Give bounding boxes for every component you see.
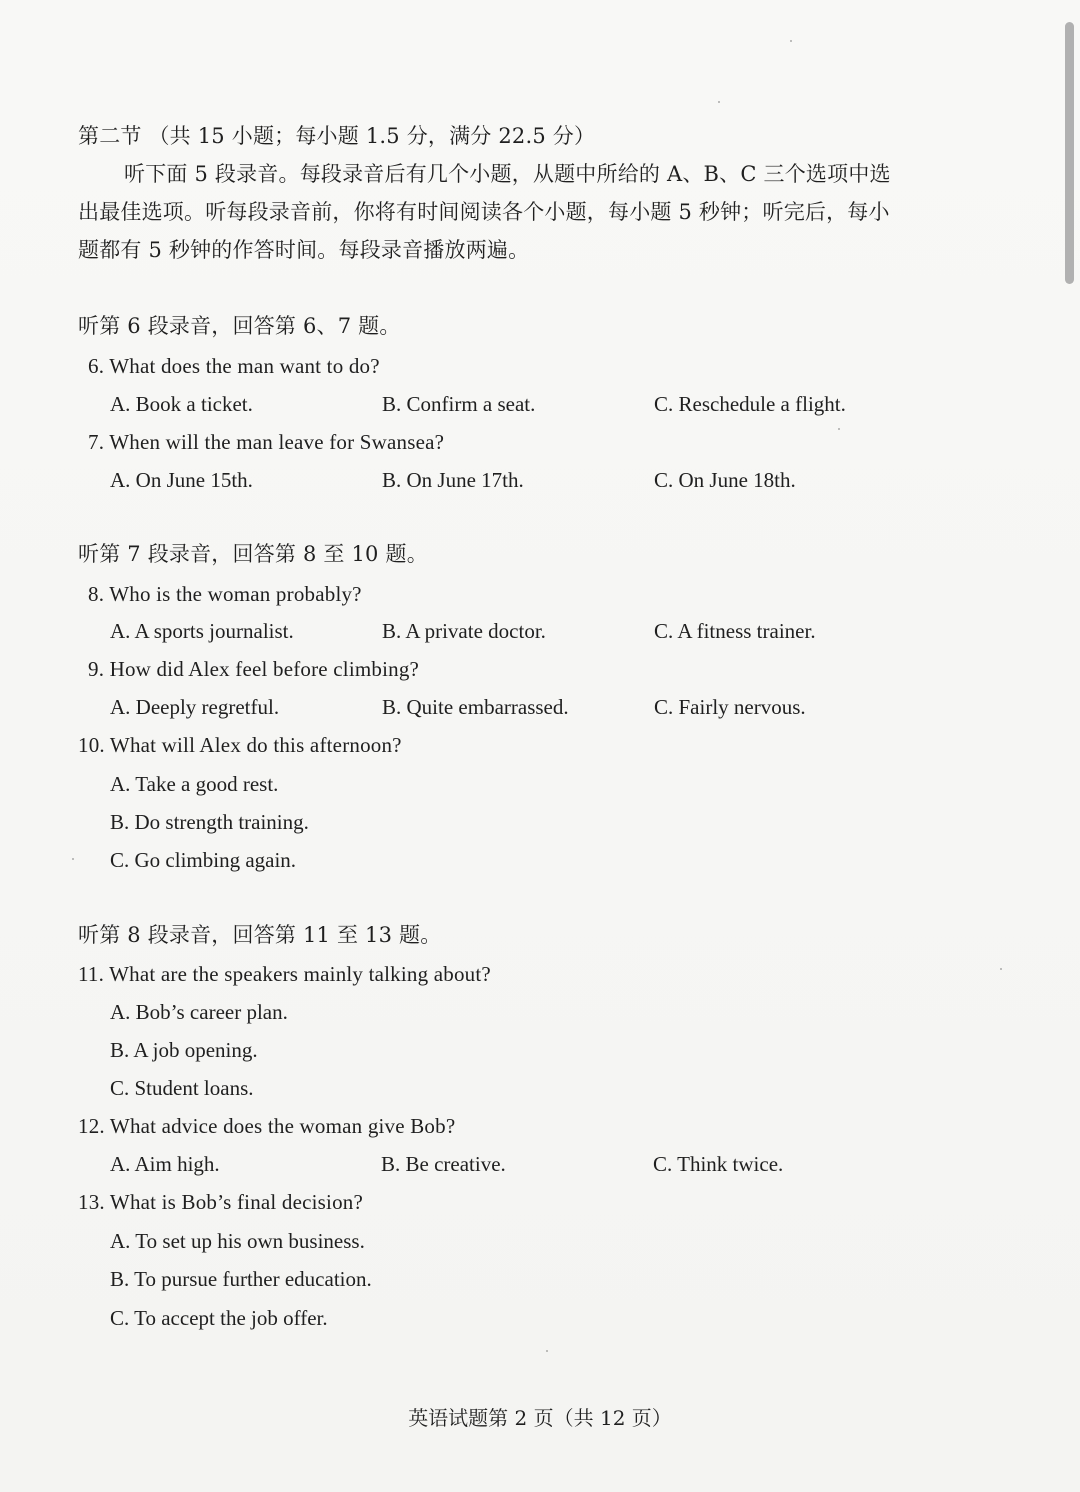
group-intro-6: 听第 6 段录音，回答第 6、7 题。 xyxy=(78,314,401,338)
q6-option-c[interactable]: C. Reschedule a flight. xyxy=(654,392,846,416)
question-7: 7. When will the man leave for Swansea? xyxy=(88,430,445,454)
instructions-line-1: 听下面 5 段录音。每段录音后有几个小题，从题中所给的 A、B、C 三个选项中选 xyxy=(124,162,891,186)
q7-option-b[interactable]: B. On June 17th. xyxy=(382,468,524,492)
question-13: 13. What is Bob’s final decision? xyxy=(78,1190,364,1214)
instructions-line-2: 出最佳选项。听每段录音前，你将有时间阅读各个小题，每小题 5 秒钟；听完后，每小 xyxy=(78,200,890,224)
q7-option-c[interactable]: C. On June 18th. xyxy=(654,468,796,492)
q11-option-a[interactable]: A. Bob’s career plan. xyxy=(110,1000,288,1024)
scan-speck xyxy=(72,858,74,860)
group-intro-7: 听第 7 段录音，回答第 8 至 10 题。 xyxy=(78,542,428,566)
q11-option-c[interactable]: C. Student loans. xyxy=(110,1076,254,1100)
q12-option-b[interactable]: B. Be creative. xyxy=(381,1152,506,1176)
q12-option-c[interactable]: C. Think twice. xyxy=(653,1152,784,1176)
q12-option-a[interactable]: A. Aim high. xyxy=(110,1152,220,1176)
scrollbar[interactable] xyxy=(1065,22,1074,284)
q9-option-a[interactable]: A. Deeply regretful. xyxy=(110,695,280,719)
page-footer: 英语试题第 2 页（共 12 页） xyxy=(408,1406,672,1430)
q6-option-b[interactable]: B. Confirm a seat. xyxy=(382,392,536,416)
q9-option-b[interactable]: B. Quite embarrassed. xyxy=(382,695,569,719)
instructions-line-3: 题都有 5 秒钟的作答时间。每段录音播放两遍。 xyxy=(78,238,530,262)
scan-speck xyxy=(718,101,720,103)
question-9: 9. How did Alex feel before climbing? xyxy=(88,657,420,681)
q10-option-c[interactable]: C. Go climbing again. xyxy=(110,848,297,872)
group-intro-8: 听第 8 段录音，回答第 11 至 13 题。 xyxy=(78,923,442,947)
scan-speck xyxy=(1000,968,1002,970)
question-8: 8. Who is the woman probably? xyxy=(88,582,362,606)
q6-option-a[interactable]: A. Book a ticket. xyxy=(110,392,253,416)
question-6: 6. What does the man want to do? xyxy=(88,354,380,378)
q11-option-b[interactable]: B. A job opening. xyxy=(110,1038,258,1062)
scan-speck xyxy=(838,428,840,430)
q8-option-a[interactable]: A. A sports journalist. xyxy=(110,619,294,643)
q8-option-c[interactable]: C. A fitness trainer. xyxy=(654,619,816,643)
scan-speck xyxy=(546,1350,548,1352)
q9-option-c[interactable]: C. Fairly nervous. xyxy=(654,695,806,719)
q13-option-c[interactable]: C. To accept the job offer. xyxy=(110,1306,328,1330)
q7-option-a[interactable]: A. On June 15th. xyxy=(110,468,253,492)
q10-option-b[interactable]: B. Do strength training. xyxy=(110,810,309,834)
q8-option-b[interactable]: B. A private doctor. xyxy=(382,619,546,643)
question-11: 11. What are the speakers mainly talking about? xyxy=(78,962,491,986)
scan-speck xyxy=(790,40,792,42)
q13-option-b[interactable]: B. To pursue further education. xyxy=(110,1267,372,1291)
section-header: 第二节 （共 15 小题；每小题 1.5 分，满分 22.5 分） xyxy=(78,124,596,148)
q10-option-a[interactable]: A. Take a good rest. xyxy=(110,772,279,796)
question-10: 10. What will Alex do this afternoon? xyxy=(78,733,402,757)
q13-option-a[interactable]: A. To set up his own business. xyxy=(110,1229,365,1253)
question-12: 12. What advice does the woman give Bob? xyxy=(78,1114,456,1138)
